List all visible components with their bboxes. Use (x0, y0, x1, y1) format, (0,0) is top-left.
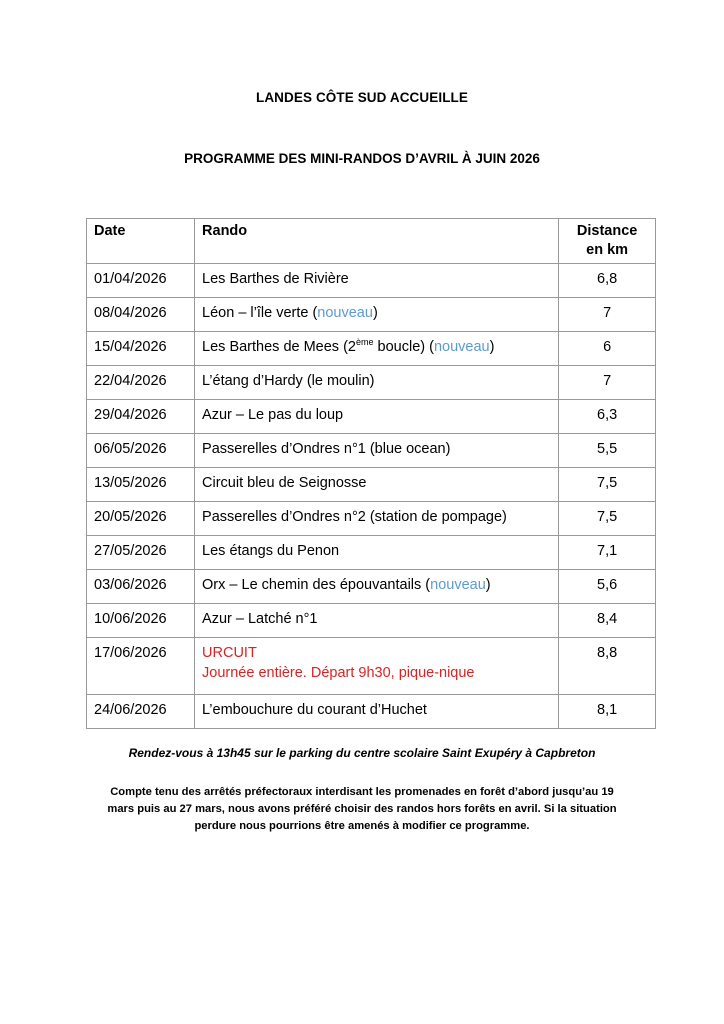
row-date: 27/05/2026 (94, 543, 167, 559)
row-date: 24/06/2026 (94, 702, 167, 718)
table-row (87, 570, 656, 604)
table-row (87, 502, 656, 536)
org-title: LANDES CÔTE SUD ACCUEILLE (255, 90, 468, 105)
column-header-rando: Rando (195, 219, 559, 264)
table-row (87, 604, 656, 638)
row-date: 01/04/2026 (94, 271, 167, 287)
table-row (87, 536, 656, 570)
programme-table (86, 218, 656, 729)
table-row (87, 468, 656, 502)
rendezvous-text: Rendez-vous à 13h45 sur le parking du centre scolaire Saint Exupéry à Capbreton (128, 746, 596, 760)
row-distance: 7,5 (597, 475, 618, 491)
table-row (87, 638, 656, 695)
row-rando: Les étangs du Penon (202, 543, 340, 559)
row-distance: 6,8 (597, 271, 618, 287)
row-distance: 7 (603, 305, 612, 321)
row-date: 29/04/2026 (94, 407, 167, 423)
table-row (87, 366, 656, 400)
row-rando: Passerelles d’Ondres n°1 (blue ocean) (202, 441, 451, 457)
row-distance: 5,5 (597, 441, 618, 457)
row-date: 22/04/2026 (94, 373, 167, 389)
row-distance: 6,3 (597, 407, 618, 423)
row-rando: URCUIT Journée entière. Départ 9h30, pique-nique (202, 645, 475, 681)
table-row (87, 434, 656, 468)
row-rando: Circuit bleu de Seignosse (202, 475, 367, 491)
table-row (87, 298, 656, 332)
column-header-date: Date (87, 219, 195, 264)
new-tag: nouveau (430, 577, 486, 593)
row-rando: L’embouchure du courant d’Huchet (202, 702, 427, 718)
row-date: 08/04/2026 (94, 305, 167, 321)
row-rando: Passerelles d’Ondres n°2 (station de pompage) (202, 509, 507, 525)
row-distance: 7,5 (597, 509, 618, 525)
row-date: 03/06/2026 (94, 577, 167, 593)
new-tag: nouveau (317, 305, 373, 321)
row-date: 17/06/2026 (94, 645, 167, 661)
row-distance: 7 (603, 373, 612, 389)
row-distance: 7,1 (597, 543, 618, 559)
row-date: 20/05/2026 (94, 509, 167, 525)
column-header-distance: Distance en km (559, 219, 656, 264)
info-note: Compte tenu des arrêtés préfectoraux interdisant les promenades en forêt d’abord jusqu’au 19 mars puis au 27 mars, nous avons préféré choisir des randos hors forêts en avril. Si la situation perdure nous pourrions être amenés à modifier ce programme. (107, 786, 617, 832)
row-rando: Les Barthes de Mees (2ème boucle) (nouveau) (202, 337, 495, 355)
row-rando: L’étang d’Hardy (le moulin) (202, 373, 375, 389)
table-row (87, 400, 656, 434)
row-distance: 6 (603, 339, 612, 355)
row-date: 13/05/2026 (94, 475, 167, 491)
row-rando: Azur – Le pas du loup (202, 407, 344, 423)
row-distance: 8,1 (597, 702, 618, 718)
new-tag: nouveau (433, 339, 490, 355)
table-row (87, 332, 656, 366)
programme-title: PROGRAMME DES MINI-RANDOS D’AVRIL À JUIN 2026 (184, 151, 540, 166)
row-rando: Orx – Le chemin des épouvantails (nouveau) (202, 577, 491, 593)
row-rando: Azur – Latché n°1 (202, 611, 318, 627)
table-row (87, 695, 656, 729)
row-date: 15/04/2026 (94, 339, 167, 355)
table-row (87, 264, 656, 298)
row-rando: Léon – l’île verte (nouveau) (202, 305, 378, 321)
row-rando: Les Barthes de Rivière (202, 271, 349, 287)
row-date: 06/05/2026 (94, 441, 167, 457)
row-distance: 8,8 (597, 645, 618, 661)
row-distance: 8,4 (597, 611, 618, 627)
row-distance: 5,6 (597, 577, 618, 593)
table-header-row (87, 219, 656, 264)
row-date: 10/06/2026 (94, 611, 167, 627)
